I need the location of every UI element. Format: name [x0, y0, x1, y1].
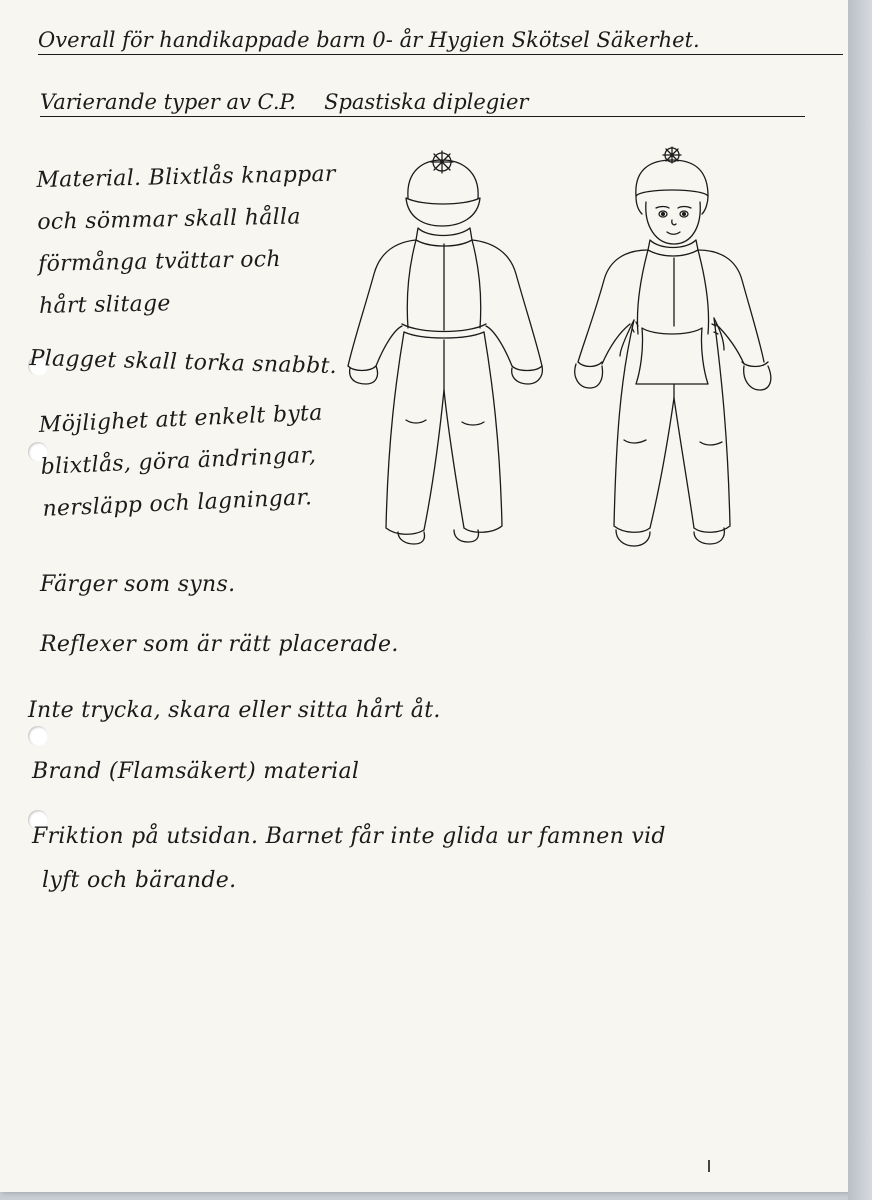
note-fire-safe: Brand (Flamsäkert) material: [32, 759, 360, 784]
note-line: och sömmar skall hålla: [37, 204, 302, 235]
overall-illustration: [340, 140, 780, 570]
note-line: Friktion på utsidan. Barnet får inte glida ur famnen vid: [32, 824, 666, 849]
face-outline: [646, 202, 700, 244]
hand-icon: [575, 364, 603, 388]
note-reflectors: Reflexer som är rätt placerade.: [40, 632, 399, 657]
document-title: Overall för handikappade barn 0- år Hygien Skötsel Säkerhet.: [38, 28, 843, 55]
pompom-icon: [431, 151, 453, 173]
overall-front-view-figure: [575, 147, 771, 546]
note-drying: Plagget skall torka snabbt.: [29, 345, 338, 380]
subtitle-part-cp: Varierande typer av C.P.: [40, 90, 297, 114]
pocket: [636, 328, 708, 384]
note-friction: [32, 815, 666, 903]
note-not-tight: Inte trycka, skara eller sitta hårt åt.: [28, 698, 441, 723]
note-line: hårt slitage: [38, 291, 171, 319]
note-colors: Färger som syns.: [40, 572, 236, 597]
note-line: blixtlås, göra ändringar,: [40, 442, 317, 480]
note-line: lyft och bärande.: [42, 868, 237, 893]
note-line: nersläpp och lagningar.: [42, 485, 313, 522]
overall-back-view-figure: [348, 151, 542, 544]
document-subtitle: [40, 90, 805, 117]
hand-icon: [744, 366, 771, 390]
punch-hole: [28, 726, 48, 746]
pen-mark: [708, 1160, 710, 1172]
note-line: Material. Blixtlås knappar: [36, 161, 336, 193]
note-line: Möjlighet att enkelt byta: [38, 400, 324, 438]
note-material: [36, 154, 339, 328]
note-line: förmånga tvättar och: [37, 246, 282, 277]
subtitle-part-diplegier: Spastiska diplegier: [324, 90, 529, 114]
note-possibility: [38, 393, 327, 531]
scanner-edge: [848, 0, 872, 1200]
